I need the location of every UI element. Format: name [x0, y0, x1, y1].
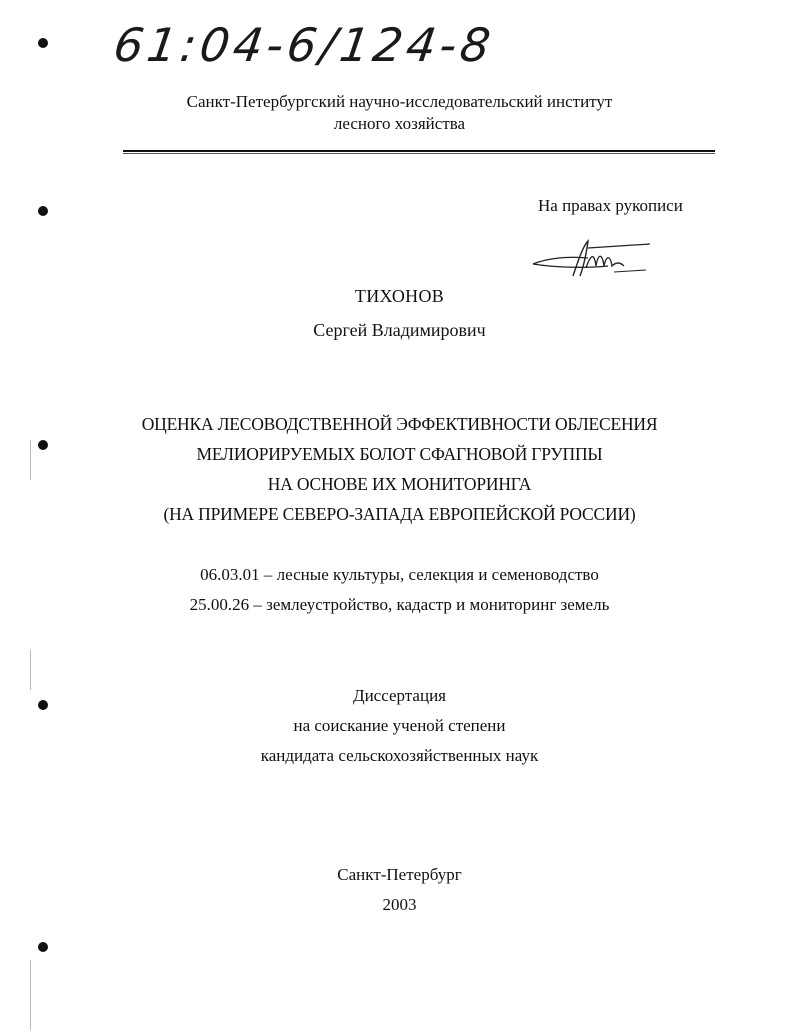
title-line-2: МЕЛИОРИРУЕМЫХ БОЛОТ СФАГНОВОЙ ГРУППЫ: [196, 444, 603, 464]
title-line-4: (НА ПРИМЕРЕ СЕВЕРО-ЗАПАДА ЕВРОПЕЙСКОЙ РОССИИ): [163, 504, 636, 524]
title-line-3: НА ОСНОВЕ ИХ МОНИТОРИНГА: [267, 474, 532, 494]
degree-line-3: кандидата сельскохозяйственных наук: [260, 746, 539, 765]
specialty-1: 06.03.01 – лесные культуры, селекция и семеноводство: [200, 565, 599, 584]
archive-code: 61:04-6/124-8: [110, 18, 498, 72]
institute-name-line1: Санкт-Петербургский научно-исследовательский институт: [186, 92, 613, 111]
header-rule-thin: [123, 153, 715, 154]
binder-hole: [38, 206, 48, 216]
binder-hole: [38, 38, 48, 48]
margin-mark: [30, 650, 31, 690]
header-rule: [123, 150, 715, 152]
specialty-2: 25.00.26 – землеустройство, кадастр и мониторинг земель: [189, 595, 610, 614]
author-given-names: Сергей Владимирович: [313, 320, 486, 340]
binder-hole: [38, 942, 48, 952]
degree-line-2: на соискание ученой степени: [293, 716, 506, 735]
institute-name-line2: лесного хозяйства: [333, 114, 466, 133]
title-line-1: ОЦЕНКА ЛЕСОВОДСТВЕННОЙ ЭФФЕКТИВНОСТИ ОБЛЕСЕНИЯ: [141, 414, 658, 434]
city: Санкт-Петербург: [337, 865, 462, 884]
author-surname: ТИХОНОВ: [354, 286, 445, 306]
margin-mark: [30, 960, 31, 1030]
degree-line-1: Диссертация: [352, 686, 446, 705]
manuscript-rights: На правах рукописи: [538, 196, 683, 215]
author-signature: [528, 236, 658, 282]
year: 2003: [382, 895, 417, 914]
